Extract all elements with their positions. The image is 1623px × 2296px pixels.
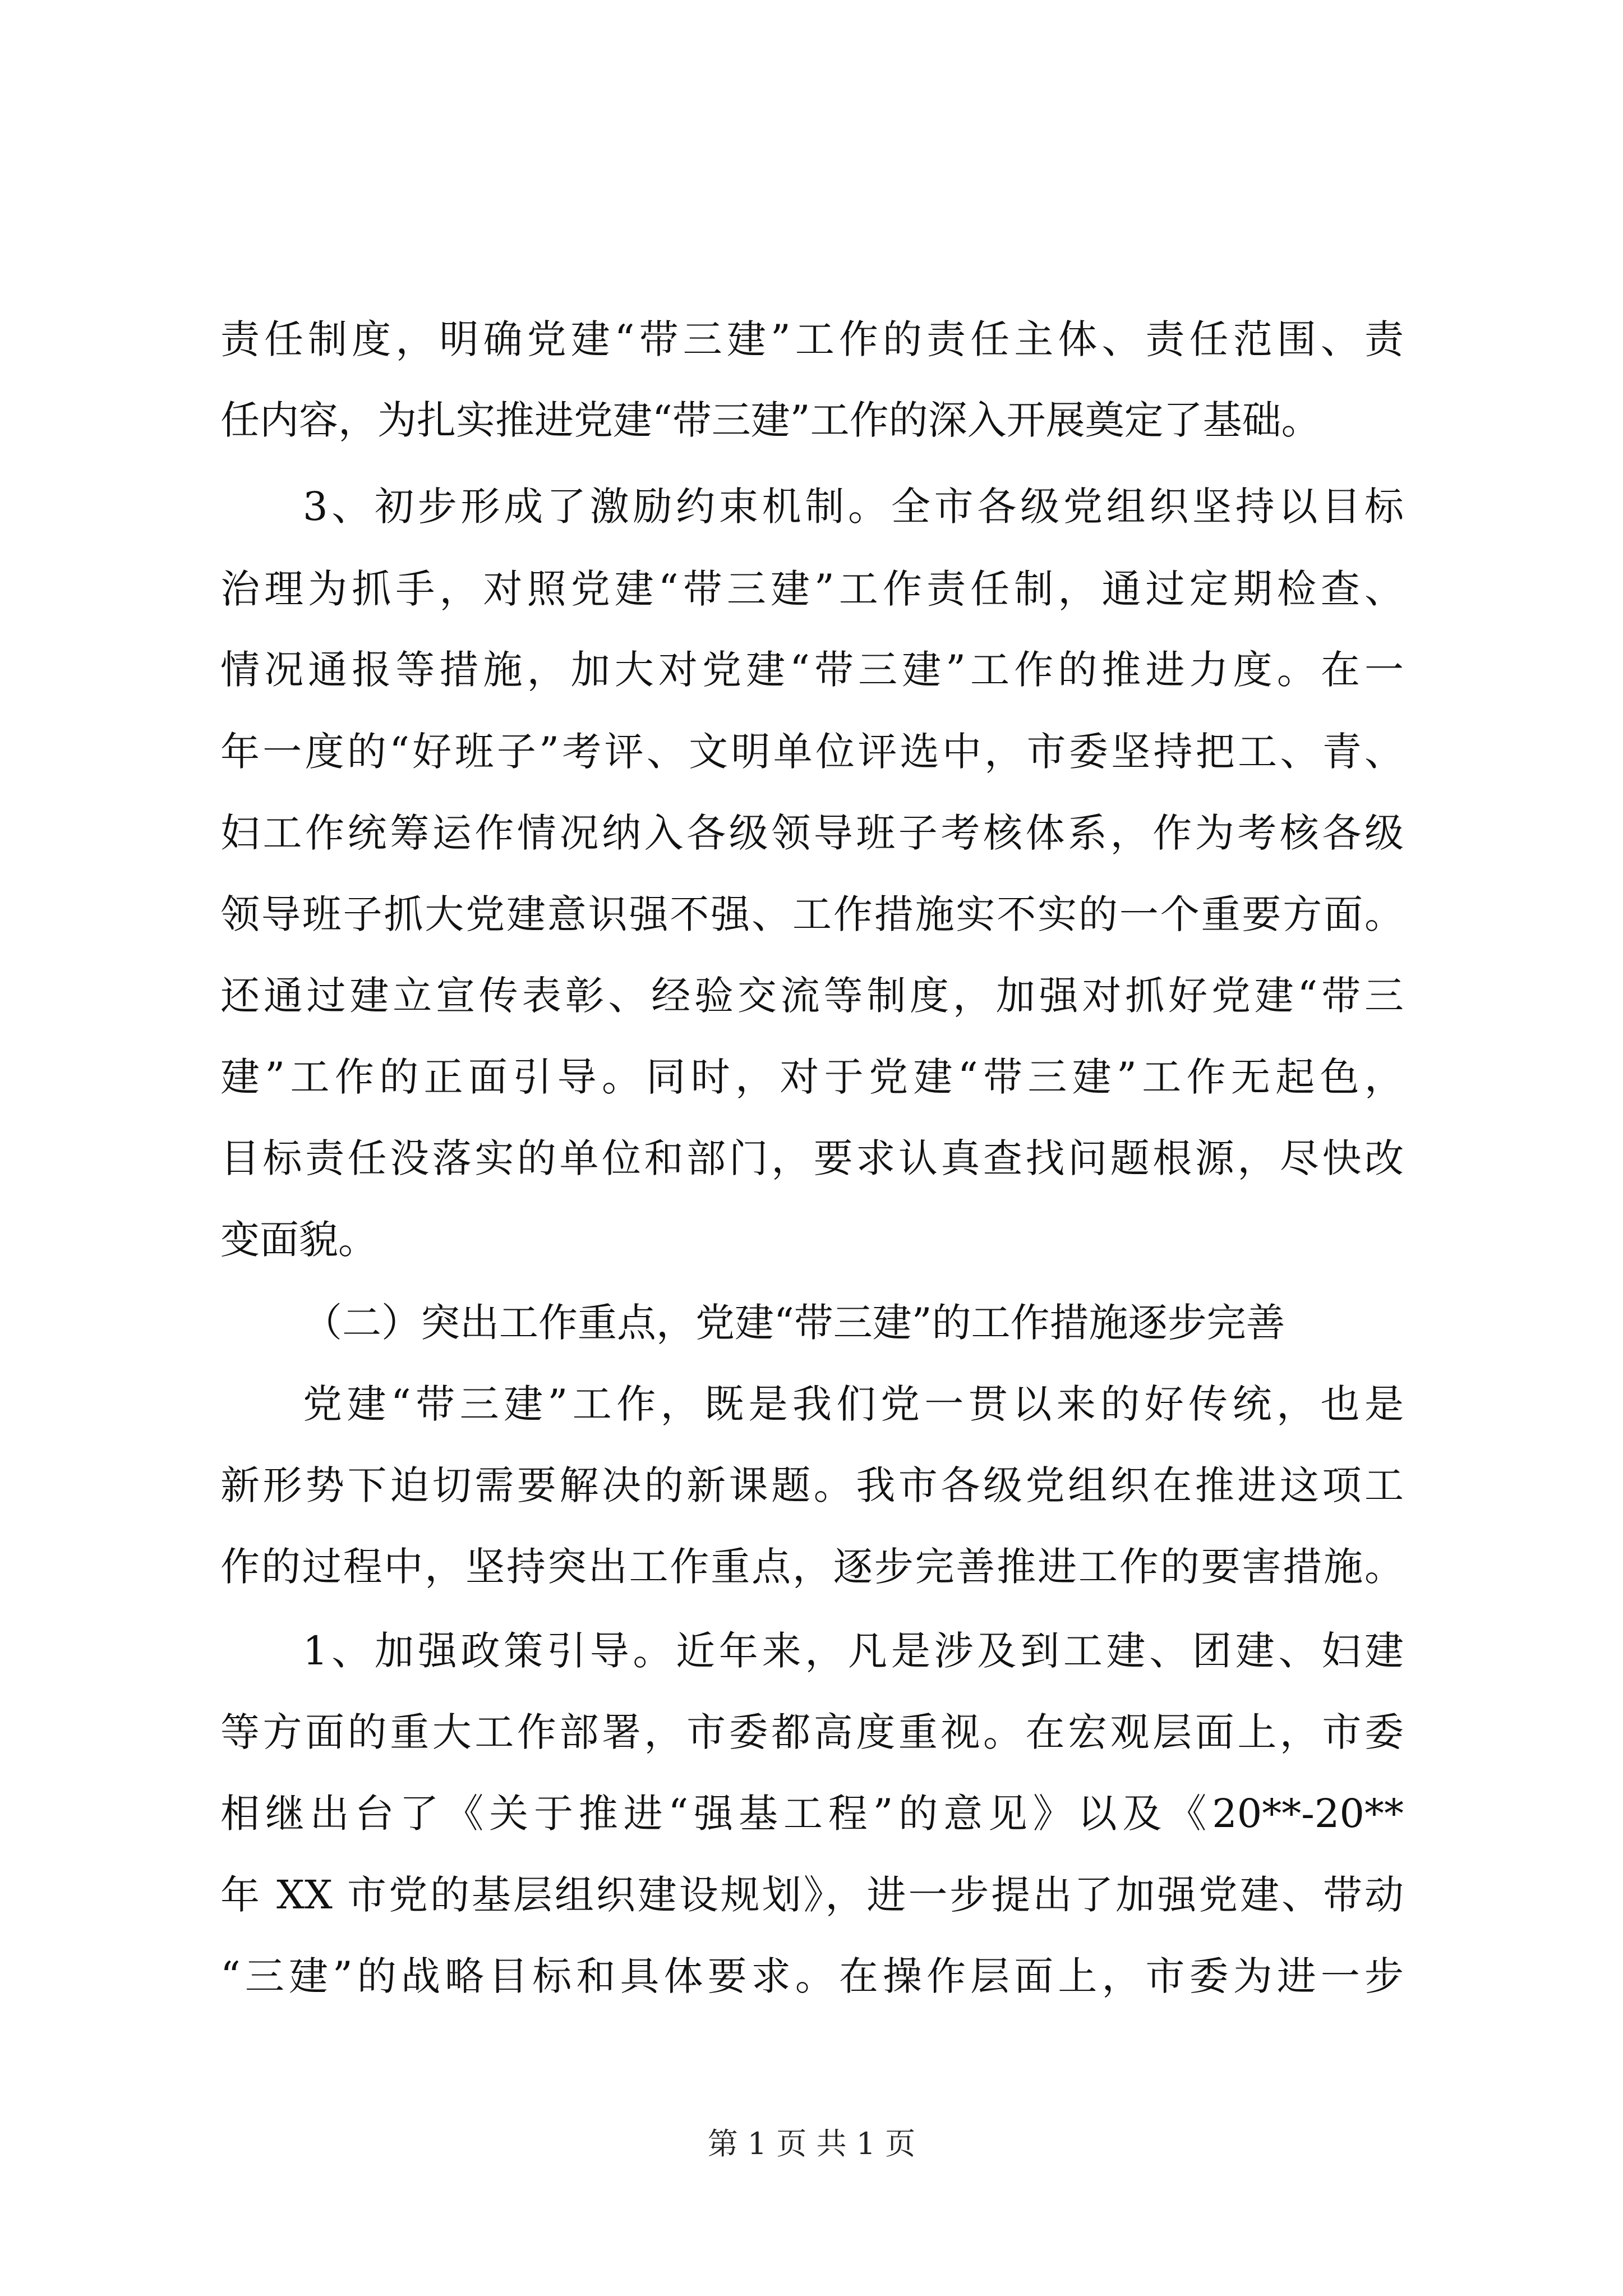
text-line-7: 妇工作统筹运作情况纳入各级领导班子考核体系，作为考核各级 — [220, 810, 1404, 856]
text-line-4: 治理为抓手，对照党建“带三建”工作责任制，通过定期检查、 — [220, 566, 1404, 612]
page-footer: 第 1 页 共 1 页 — [707, 2126, 916, 2161]
text-line-12: 变面貌。 — [220, 1217, 377, 1263]
text-line-15: 新形势下迫切需要解决的新课题。我市各级党组织在推进这项工 — [220, 1462, 1404, 1508]
text-line-1: 责任制度，明确党建“带三建”工作的责任主体、责任范围、责 — [220, 316, 1404, 362]
text-line-8: 领导班子抓大党建意识强不强、工作措施实不实的一个重要方面。 — [220, 891, 1404, 937]
text-line-9: 还通过建立宣传表彰、经验交流等制度，加强对抓好党建“带三 — [220, 973, 1404, 1019]
text-line-11: 目标责任没落实的单位和部门，要求认真查找问题根源，尽快改 — [220, 1135, 1404, 1181]
text-line-3: 3、初步形成了激励约束机制。全市各级党组织坚持以目标 — [303, 484, 1404, 530]
text-line-19: 相继出台了《关于推进“强基工程”的意见》以及《20**-20** — [220, 1791, 1404, 1837]
text-line-6: 年一度的“好班子”考评、文明单位评选中，市委坚持把工、青、 — [220, 729, 1404, 775]
text-line-17: 1、加强政策引导。近年来，凡是涉及到工建、团建、妇建 — [303, 1628, 1404, 1674]
text-line-16: 作的过程中，坚持突出工作重点，逐步完善推进工作的要害措施。 — [220, 1544, 1404, 1590]
text-line-21: “三建”的战略目标和具体要求。在操作层面上，市委为进一步 — [220, 1953, 1404, 1999]
text-line-18: 等方面的重大工作部署，市委都高度重视。在宏观层面上，市委 — [220, 1709, 1404, 1755]
text-line-14: 党建“带三建”工作，既是我们党一贯以来的好传统，也是 — [303, 1381, 1404, 1427]
text-line-20: 年 XX 市党的基层组织建设规划》，进一步提出了加强党建、带动 — [220, 1872, 1404, 1918]
section-heading: （二）突出工作重点，党建“带三建”的工作措施逐步完善 — [303, 1300, 1285, 1346]
text-line-5: 情况通报等措施，加大对党建“带三建”工作的推进力度。在一 — [220, 647, 1404, 693]
text-line-2: 任内容，为扎实推进党建“带三建”工作的深入开展奠定了基础。 — [220, 397, 1321, 443]
text-line-10: 建”工作的正面引导。同时，对于党建“带三建”工作无起色， — [220, 1054, 1404, 1100]
